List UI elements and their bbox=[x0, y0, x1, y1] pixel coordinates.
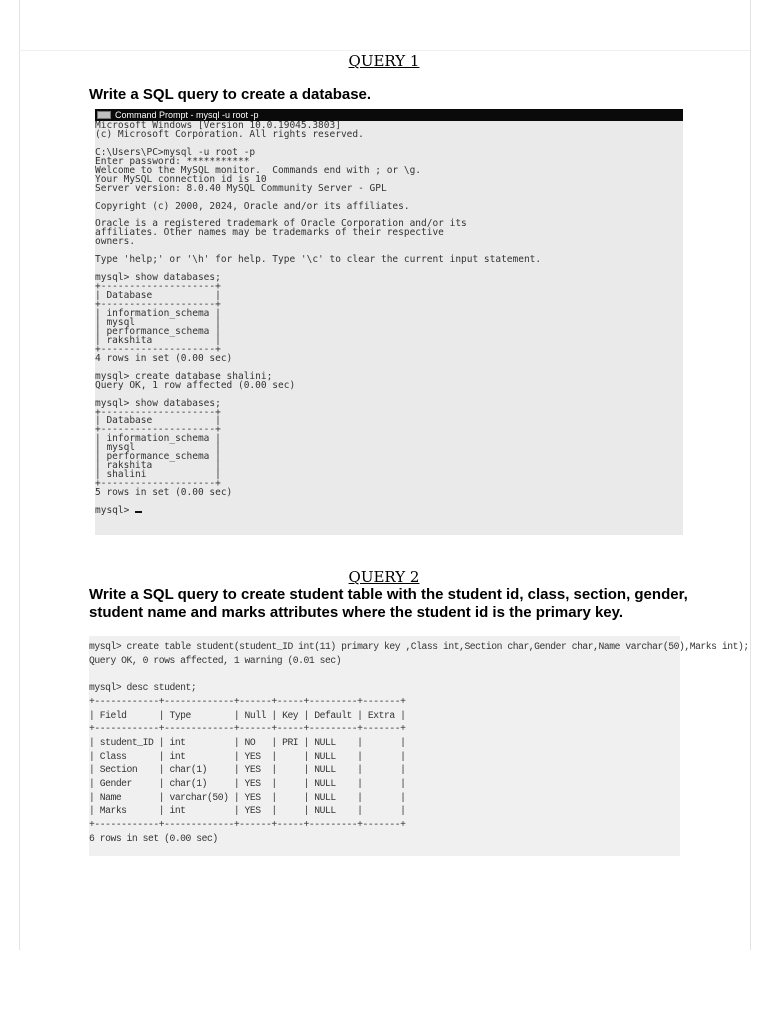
command-prompt-title: Command Prompt - mysql -u root -p bbox=[115, 110, 259, 120]
mysql-console-screenshot bbox=[89, 636, 717, 856]
query-2-question: Write a SQL query to create student table with the student id, class, section, gender, student name and marks attributes where the student id is the primary key. bbox=[89, 586, 688, 621]
command-prompt-screenshot bbox=[95, 109, 683, 535]
query-2-heading: QUERY 2 bbox=[348, 568, 420, 586]
command-prompt-icon bbox=[97, 111, 111, 119]
mysql-console-output: mysql> create table student(student_ID int(11) primary key ,Class int,Section char,Gender char,Name varchar(50),Marks Query OK, 0 rows affected, 1 warning (0.01 sec) mysql> desc student; +------------+-------------+------+-----+---------+-------+ | Field | Type | Null | Key | Default | Extra | +------------+-------------+------+-----+---------+-------+ | student_ID | int | NO | PRI | NULL | | | Class | int | YES | | NULL | | | Section | char(1) | YES | | NULL | | | Gender | char(1) | YES | | NULL | | | Name | varchar(50) | YES | | NULL | | | Marks | int | YES | | NULL | | +------------+-------------+------+-----+---------+-------+ 6 rows in set (0.00 sec) bbox=[89, 641, 717, 844]
terminal-text: Microsoft Windows [Version 10.0.19045.3803] (c) Microsoft Corporation. All rights reserved. C:\Users\PC>mysql -u root -p Enter password: *********** Welcome to the MySQL monitor. Commands end with ; or \g. Your MySQL connection id is 10 Server version: 8.0.40 MySQL Community Server - GPL Copyright (c) 2000, 2024, Oracle and/or its affiliates. Oracle is a registered trademark of Oracle Corporation and/or its affiliates. Other names may be trademarks of their respective owners. Type 'help;' or '\h' for help. Type '\c' to clear the current input statement. mysql> show databases; +--------------------+ | Database | +--------------------+ | information_schema | | mysql | | performance_schema | | rakshita | +--------------------+ 4 rows in set (0.00 sec) mysql> create database shalini; Query OK, 1 row affected (0.00 sec) mysql> show databases; +--------------------+ | Database | +--------------------+ | information_schema | | mysql | | performance_schema | | rakshita | | shalini | +--------------------+ 5 rows in set (0.00 sec) mysql> bbox=[95, 120, 542, 516]
command-prompt-output bbox=[95, 121, 683, 516]
query-1-question: Write a SQL query to create a database. bbox=[89, 86, 372, 103]
text-cursor bbox=[135, 511, 142, 513]
query-1-heading: QUERY 1 bbox=[348, 52, 420, 70]
page-divider bbox=[19, 50, 750, 51]
